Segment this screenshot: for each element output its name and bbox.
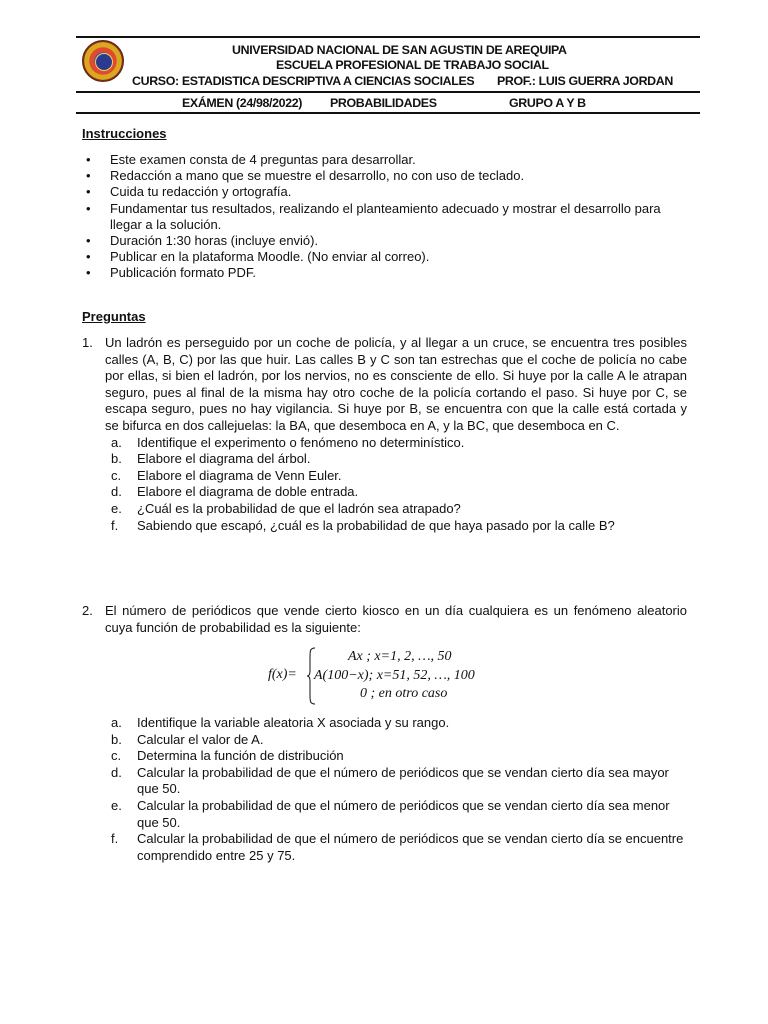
question-1 xyxy=(82,335,687,534)
header-bottom-rule xyxy=(76,112,700,114)
professor-name: PROF.: LUIS GUERRA JORDAN xyxy=(497,74,673,88)
university-name: UNIVERSIDAD NACIONAL DE SAN AGUSTIN DE AREQUIPA xyxy=(232,43,567,57)
exam-date: EXÁMEN (24/98/2022) xyxy=(182,96,303,110)
formula-lhs: f(x)= xyxy=(268,667,297,682)
instructions-list xyxy=(86,152,696,282)
instructions-title: Instrucciones xyxy=(82,126,167,141)
probability-function-formula xyxy=(268,645,518,705)
question-2-items-block xyxy=(82,715,687,864)
question-text: Un ladrón es perseguido por un coche de policía, y al llegar a un cruce, se encuentra tres posibles calles (A, B, C) por las que huir. Las calles B y C son tan estrechas que el coche de policía no cabe por ellas, si bien el ladrón, por los nervios, no es consciente de ello. Si huye por la calle A le atrapan seguro, pues al final de la misma hay otro coche de la policía cortando el paso. Si huye por C, se escapa seguro, pues no hay vigilancia. Si huye por B, se encuentra con que la calle está cortada y se bifurca en dos callejuelas: la BA, que desemboca en A, y la BC, que desemboca en C. xyxy=(105,335,687,433)
list-item: e. ¿Cuál es la probabilidad de que el ladrón sea atrapado? xyxy=(111,500,461,516)
list-item: a. Identifique la variable aleatoria X asociada y su rango. xyxy=(111,715,450,730)
list-item: c. Determina la función de distribución xyxy=(111,748,344,764)
list-item: • Este examen consta de 4 preguntas para desarrollar. xyxy=(86,152,696,168)
list-item: • Fundamentar tus resultados, realizando el planteamiento adecuado y mostrar el desarrollo para llegar a la solución. xyxy=(86,201,696,233)
list-item: • Cuida tu redacción y ortografía. xyxy=(86,184,696,200)
list-item: • Duración 1:30 horas (incluye envió). xyxy=(86,233,696,249)
question-number: 1. xyxy=(82,335,93,350)
school-name: ESCUELA PROFESIONAL DE TRABAJO SOCIAL xyxy=(276,58,549,72)
question-1-items xyxy=(105,435,687,535)
question-2-items xyxy=(105,715,687,864)
list-item: a. Identifique el experimento o fenómeno no determinístico. xyxy=(111,434,465,450)
question-number: 2. xyxy=(82,603,93,618)
list-item: b. Elabore el diagrama del árbol. xyxy=(111,451,311,467)
list-item: f. Calcular la probabilidad de que el número de periódicos que se vendan cierto día se encuentre comprendido entre 25 y 75. xyxy=(111,831,684,863)
list-item: b. Calcular el valor de A. xyxy=(111,731,264,747)
list-item: e. Calcular la probabilidad de que el número de periódicos que se vendan cierto día sea menor que 50. xyxy=(111,797,670,830)
question-2 xyxy=(82,603,687,636)
question-text: El número de periódicos que vende cierto kiosco en un día cualquiera es un fenómeno aleatorio cuya función de probabilidad es la siguiente: xyxy=(105,603,687,635)
list-item: c. Elabore el diagrama de Venn Euler. xyxy=(111,467,342,483)
list-item: d. Calcular la probabilidad de que el número de periódicos que se vendan cierto día sea mayor que 50. xyxy=(111,764,669,797)
formula-case-3: 0 ; en otro caso xyxy=(360,686,448,701)
list-item: • Publicación formato PDF. xyxy=(86,265,696,281)
questions-title: Preguntas xyxy=(82,309,146,324)
formula-case-2: A(100−x); x=51, 52, …, 100 xyxy=(314,668,475,683)
exam-topic: PROBABILIDADES xyxy=(330,96,437,110)
list-item: d. Elabore el diagrama de doble entrada. xyxy=(111,484,359,500)
header-mid-rule xyxy=(76,91,700,93)
list-item: • Publicar en la plataforma Moodle. (No enviar al correo). xyxy=(86,249,696,265)
university-seal-icon xyxy=(82,40,124,82)
list-item: f. Sabiendo que escapó, ¿cuál es la probabilidad de que haya pasado por la calle B? xyxy=(111,517,615,533)
header-top-rule xyxy=(76,36,700,38)
formula-case-1: Ax ; x=1, 2, …, 50 xyxy=(348,649,452,664)
course-name: CURSO: ESTADISTICA DESCRIPTIVA A CIENCIAS SOCIALES xyxy=(132,74,475,88)
list-item: • Redacción a mano que se muestre el desarrollo, no con uso de teclado. xyxy=(86,168,696,184)
exam-group: GRUPO A Y B xyxy=(509,96,586,110)
